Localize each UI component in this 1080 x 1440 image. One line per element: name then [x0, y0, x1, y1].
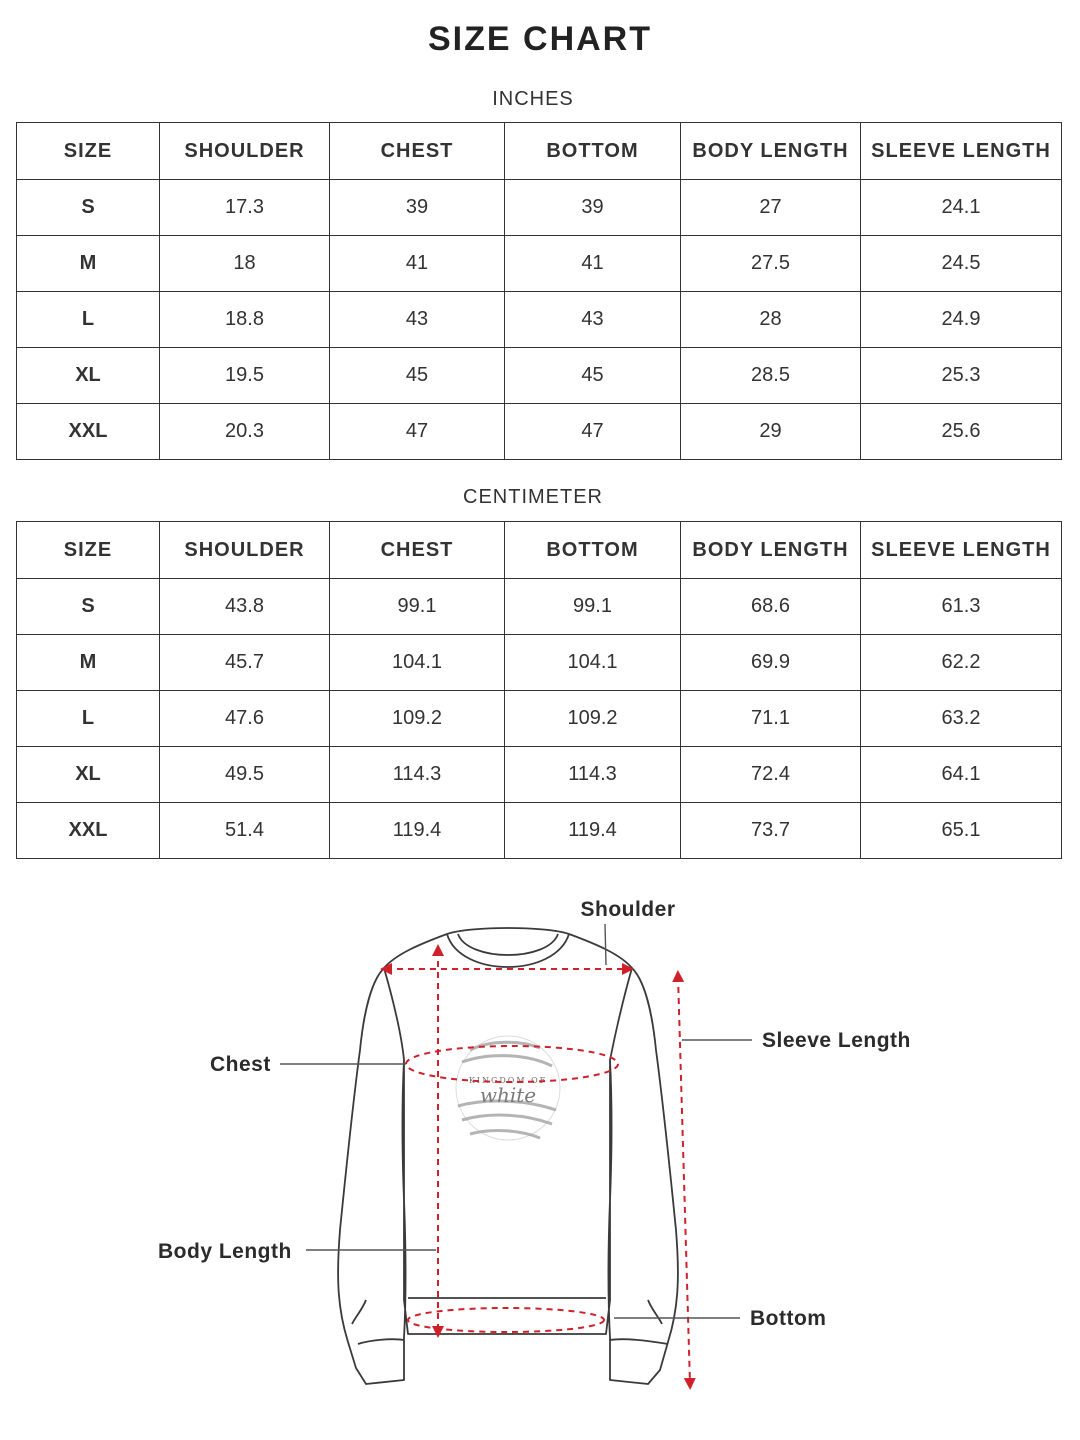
centimeter-table: [16, 521, 1062, 859]
column-header: BOTTOM: [505, 123, 681, 180]
table-cell: 114.3: [505, 747, 681, 803]
inches-caption: INCHES: [492, 88, 574, 110]
table-cell: 119.4: [505, 803, 681, 859]
centimeter-caption: CENTIMETER: [463, 486, 603, 508]
table-cell: 25.3: [861, 348, 1062, 404]
table-cell: 65.1: [861, 803, 1062, 859]
table-cell: 61.3: [861, 579, 1062, 635]
size-cell: M: [17, 236, 160, 292]
table-cell: 51.4: [160, 803, 330, 859]
table-cell: 45: [330, 348, 505, 404]
table-cell: 27: [681, 180, 861, 236]
table-cell: 43: [330, 292, 505, 348]
sleeve-length-label: Sleeve Length: [762, 1029, 911, 1052]
sleeve-length-guide: [678, 976, 690, 1384]
table-cell: 24.9: [861, 292, 1062, 348]
table-cell: 24.1: [861, 180, 1062, 236]
size-cell: XL: [17, 747, 160, 803]
table-row: [17, 404, 1062, 460]
bottom-label: Bottom: [750, 1307, 827, 1330]
table-cell: 104.1: [505, 635, 681, 691]
table-cell: 43: [505, 292, 681, 348]
size-cell: XL: [17, 348, 160, 404]
table-cell: 18.8: [160, 292, 330, 348]
table-cell: 62.2: [861, 635, 1062, 691]
table-cell: 41: [505, 236, 681, 292]
table-cell: 71.1: [681, 691, 861, 747]
table-cell: 25.6: [861, 404, 1062, 460]
table-cell: 63.2: [861, 691, 1062, 747]
table-cell: 47: [505, 404, 681, 460]
bottom-guide: [408, 1308, 604, 1332]
table-cell: 99.1: [330, 579, 505, 635]
size-cell: L: [17, 691, 160, 747]
kingdom-of-white-logo: [456, 1036, 560, 1140]
size-cell: XXL: [17, 404, 160, 460]
table-cell: 27.5: [681, 236, 861, 292]
table-row: [17, 348, 1062, 404]
table-cell: 104.1: [330, 635, 505, 691]
size-cell: XXL: [17, 803, 160, 859]
column-header: BODY LENGTH: [681, 123, 861, 180]
table-cell: 68.6: [681, 579, 861, 635]
table-cell: 119.4: [330, 803, 505, 859]
size-cell: S: [17, 579, 160, 635]
table-row: [17, 747, 1062, 803]
logo-line1: KINGDOM OF: [468, 1076, 548, 1085]
measurement-guides: [386, 950, 690, 1384]
table-row: [17, 292, 1062, 348]
column-header: BODY LENGTH: [681, 522, 861, 579]
table-cell: 29: [681, 404, 861, 460]
table-cell: 20.3: [160, 404, 330, 460]
column-header: BOTTOM: [505, 522, 681, 579]
table-cell: 73.7: [681, 803, 861, 859]
table-cell: 39: [330, 180, 505, 236]
logo-line2: white: [479, 1083, 537, 1107]
column-header: SIZE: [17, 522, 160, 579]
table-row: [17, 803, 1062, 859]
column-header: SLEEVE LENGTH: [861, 522, 1062, 579]
table-cell: 39: [505, 180, 681, 236]
table-cell: 24.5: [861, 236, 1062, 292]
table-cell: 28.5: [681, 348, 861, 404]
table-cell: 28: [681, 292, 861, 348]
table-cell: 69.9: [681, 635, 861, 691]
table-cell: 109.2: [330, 691, 505, 747]
table-cell: 72.4: [681, 747, 861, 803]
chest-label: Chest: [210, 1053, 271, 1076]
column-header: SHOULDER: [160, 522, 330, 579]
size-cell: M: [17, 635, 160, 691]
table-row: [17, 579, 1062, 635]
inches-table: [16, 122, 1062, 460]
table-cell: 47.6: [160, 691, 330, 747]
column-header: CHEST: [330, 522, 505, 579]
sweatshirt-outline: [338, 928, 678, 1384]
table-cell: 43.8: [160, 579, 330, 635]
table-cell: 114.3: [330, 747, 505, 803]
table-cell: 45: [505, 348, 681, 404]
size-cell: L: [17, 292, 160, 348]
table-cell: 18: [160, 236, 330, 292]
table-cell: 19.5: [160, 348, 330, 404]
table-cell: 64.1: [861, 747, 1062, 803]
sweatshirt-measurement-diagram: [0, 880, 1080, 1420]
table-row: [17, 180, 1062, 236]
column-header: SIZE: [17, 123, 160, 180]
table-cell: 47: [330, 404, 505, 460]
column-header: SHOULDER: [160, 123, 330, 180]
size-cell: S: [17, 180, 160, 236]
table-header-row: [17, 123, 1062, 180]
table-row: [17, 236, 1062, 292]
table-cell: 99.1: [505, 579, 681, 635]
table-row: [17, 635, 1062, 691]
column-header: SLEEVE LENGTH: [861, 123, 1062, 180]
table-cell: 41: [330, 236, 505, 292]
column-header: CHEST: [330, 123, 505, 180]
shoulder-label: Shoulder: [580, 898, 676, 921]
page-title: SIZE CHART: [428, 20, 652, 58]
table-cell: 109.2: [505, 691, 681, 747]
table-cell: 17.3: [160, 180, 330, 236]
body-length-label: Body Length: [158, 1240, 292, 1263]
table-header-row: [17, 522, 1062, 579]
table-cell: 49.5: [160, 747, 330, 803]
table-row: [17, 691, 1062, 747]
table-cell: 45.7: [160, 635, 330, 691]
